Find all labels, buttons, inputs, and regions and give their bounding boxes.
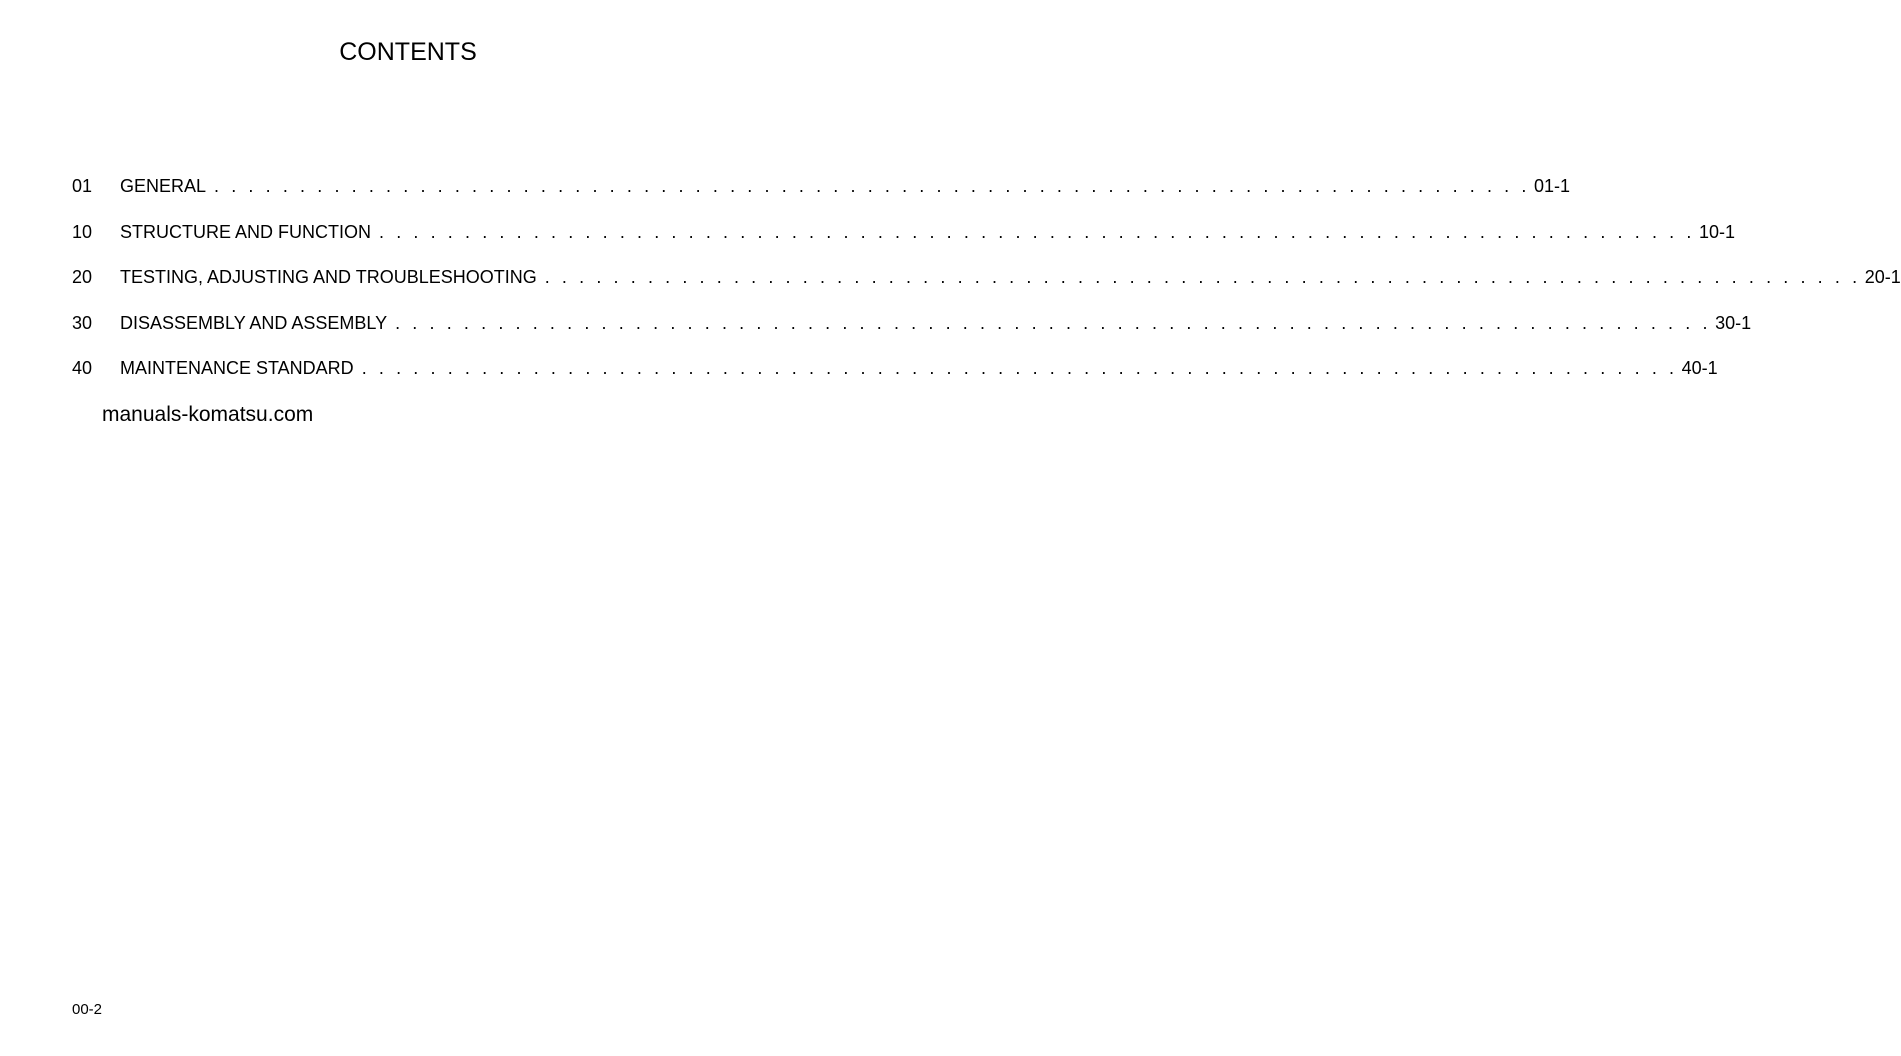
toc-entry-title: GENERAL [120, 176, 207, 196]
toc-entry-page: 10-1 [1698, 221, 1735, 242]
toc-entry-number: 40 [72, 358, 93, 378]
dot-leader: . . . . . . . . . . . . . . . . . . . . . . . . . . . . . . . . . . . . . . . . . . . . . . . . . . . . . . . . . . . . . . . . . . . . . . . . . . . . . [379, 221, 1695, 242]
toc-entry-general[interactable] [72, 176, 1571, 222]
table-of-contents [72, 176, 1901, 404]
dot-leader: . . . . . . . . . . . . . . . . . . . . . . . . . . . . . . . . . . . . . . . . . . . . . . . . . . . . . . . . . . . . . . . . . . . . . . . . . . . . . [395, 312, 1712, 333]
watermark-text: manuals-komatsu.com [102, 403, 314, 426]
dot-leader: . . . . . . . . . . . . . . . . . . . . . . . . . . . . . . . . . . . . . . . . . . . . . . . . . . . . . . . . . . . . . . . . . . . . . . . . . . . . . [361, 358, 1678, 378]
page-title: CONTENTS [339, 38, 477, 66]
toc-entry-disassembly-and-assembly[interactable] [72, 312, 1752, 359]
toc-entry-page: 40-1 [1681, 358, 1718, 378]
toc-entry-page: 30-1 [1715, 312, 1752, 333]
toc-entry-page: 01-1 [1533, 176, 1571, 196]
toc-entry-number: 20 [72, 267, 93, 287]
toc-entry-title: TESTING, ADJUSTING AND TROUBLESHOOTING [120, 267, 537, 287]
page-number: 00-2 [72, 1001, 103, 1018]
dot-leader: . . . . . . . . . . . . . . . . . . . . . . . . . . . . . . . . . . . . . . . . . . . . . . . . . . . . . . . . . . . . . . . . . . . . . . . . . . . . . [544, 267, 1861, 287]
toc-entry-maintenance-standard[interactable] [72, 358, 1718, 404]
toc-entry-number: 10 [72, 221, 93, 242]
toc-entry-number: 30 [72, 312, 93, 333]
toc-entry-title: MAINTENANCE STANDARD [120, 358, 354, 378]
toc-entry-structure-and-function[interactable] [72, 221, 1735, 268]
toc-entry-number: 01 [72, 176, 93, 196]
toc-entry-title: STRUCTURE AND FUNCTION [120, 221, 371, 242]
toc-entry-title: DISASSEMBLY AND ASSEMBLY [120, 312, 388, 333]
toc-entry-testing-adjusting-troubleshooting[interactable] [72, 267, 1901, 313]
toc-entry-page: 20-1 [1864, 267, 1901, 287]
dot-leader: . . . . . . . . . . . . . . . . . . . . . . . . . . . . . . . . . . . . . . . . . . . . . . . . . . . . . . . . . . . . . . . . . . . . . . . . . . . . . [214, 176, 1530, 196]
